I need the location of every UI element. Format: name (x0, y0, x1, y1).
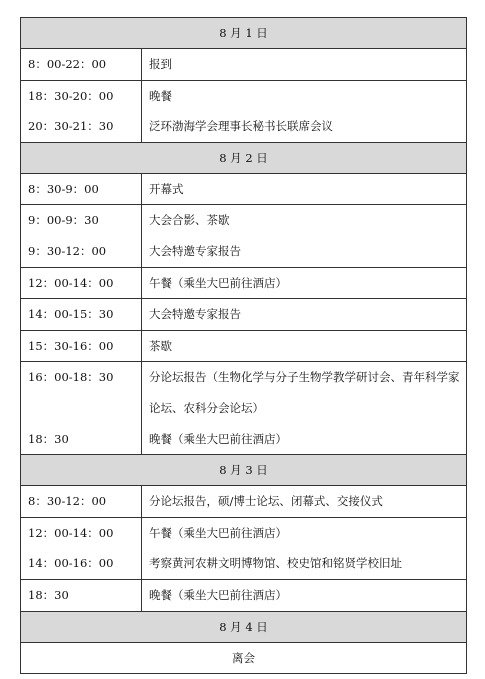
event-cell (142, 362, 467, 455)
time-cell (21, 579, 142, 611)
time-text: 8：30-12：00 (28, 494, 107, 509)
time-text: 12：00-14：00 (28, 275, 114, 290)
event-text: 晚餐（乘坐大巴前往酒店） (149, 431, 287, 446)
time-text: 14：00-15：30 (28, 307, 114, 322)
time-text: 12：00-14：00 (28, 525, 114, 540)
day-header-row (21, 142, 467, 173)
time-text: 9：30-12：00 (28, 243, 107, 258)
event-cell (142, 299, 467, 331)
time-cell (21, 49, 142, 81)
event-text: 午餐（乘坐大巴前往酒店） (149, 525, 287, 540)
day-header-row (21, 455, 467, 486)
event-cell (142, 579, 467, 611)
event-cell: 离会 (21, 642, 467, 673)
day-header: 8 月 4 日 (21, 611, 467, 642)
time-text: 18：30 (28, 587, 69, 602)
schedule-row (21, 80, 467, 142)
event-text: 分论坛报告（生物化学与分子生物学教学研讨会、青年科学家论坛、农科分会论坛） (149, 370, 460, 415)
schedule-row (21, 330, 467, 362)
event-text: 茶歇 (149, 338, 172, 353)
event-cell (142, 80, 467, 142)
time-text: 16：00-18：30 (28, 370, 114, 385)
event-cell (142, 517, 467, 579)
schedule-table (20, 17, 467, 674)
event-text: 大会特邀专家报告 (149, 243, 241, 258)
time-text: 8：00-22：00 (28, 57, 107, 71)
event-text: 晚餐 (149, 88, 172, 103)
event-cell (142, 486, 467, 518)
time-text: 9：00-9：30 (28, 213, 99, 228)
time-text: 15：30-16：00 (28, 338, 114, 353)
time-cell (21, 330, 142, 362)
day-header-row (21, 611, 467, 642)
schedule-row (21, 579, 467, 611)
day-header: 8 月 2 日 (21, 142, 467, 173)
event-text: 分论坛报告，硕/博士论坛、闭幕式、交接仪式 (149, 494, 383, 509)
event-text: 午餐（乘坐大巴前往酒店） (149, 275, 287, 290)
event-text: 大会合影、茶歇 (149, 213, 230, 228)
schedule-row (21, 205, 467, 267)
schedule-row (21, 517, 467, 579)
time-cell (21, 517, 142, 579)
schedule-row (21, 267, 467, 299)
time-cell (21, 173, 142, 205)
time-text: 18：30 (28, 431, 69, 446)
schedule-row (21, 362, 467, 455)
event-text: 考察黄河农耕文明博物馆、校史馆和铭贤学校旧址 (149, 556, 402, 571)
time-text: 20：30-21：30 (28, 119, 114, 134)
event-text: 开幕式 (149, 181, 184, 196)
event-text: 晚餐（乘坐大巴前往酒店） (149, 587, 287, 602)
schedule-row (21, 49, 467, 81)
time-cell (21, 80, 142, 142)
event-text: 报到 (149, 57, 172, 71)
time-cell (21, 299, 142, 331)
schedule-row (21, 486, 467, 518)
schedule-row (21, 642, 467, 673)
day-header: 8 月 3 日 (21, 455, 467, 486)
event-text: 泛环渤海学会理事长秘书长联席会议 (149, 119, 333, 134)
time-cell (21, 362, 142, 455)
day-header: 8 月 1 日 (21, 18, 467, 49)
time-text: 14：00-16：00 (28, 556, 114, 571)
schedule-row (21, 299, 467, 331)
event-text: 大会特邀专家报告 (149, 307, 241, 322)
event-cell (142, 205, 467, 267)
time-cell (21, 267, 142, 299)
event-cell (142, 267, 467, 299)
event-cell (142, 173, 467, 205)
schedule-row (21, 173, 467, 205)
day-header-row (21, 18, 467, 49)
time-text: 18：30-20：00 (28, 88, 114, 103)
time-text: 8：30-9：00 (28, 181, 99, 196)
time-cell (21, 205, 142, 267)
event-cell (142, 330, 467, 362)
time-cell (21, 486, 142, 518)
event-cell (142, 49, 467, 81)
